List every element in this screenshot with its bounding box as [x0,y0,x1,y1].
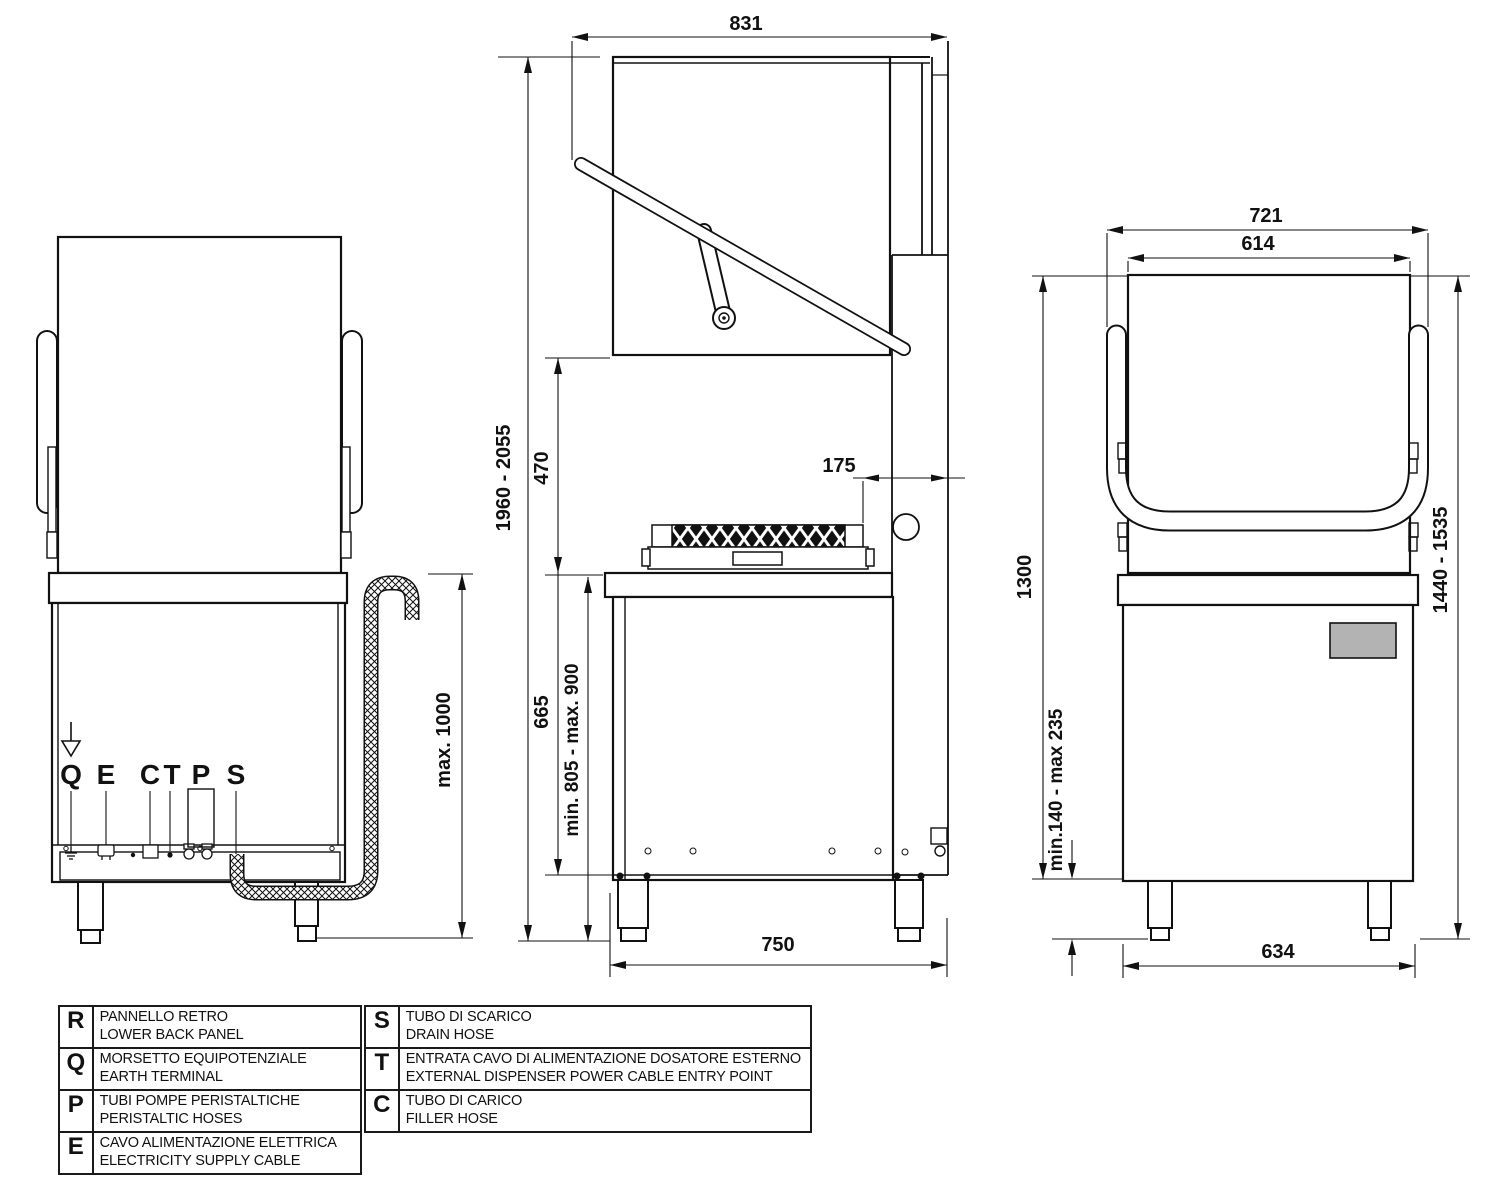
back-hood-panel [58,237,341,573]
svg-text:1440 - 1535: 1440 - 1535 [1430,506,1452,614]
back-base-body [52,603,345,882]
dim-back-offset [822,455,965,523]
svg-text:665: 665 [531,695,553,729]
legend-text-en: ELECTRICITY SUPPLY CABLE [99,1153,301,1169]
legend-text-it: TUBO DI SCARICO [405,1009,532,1025]
side-base-body [613,597,893,880]
legend-row-E [60,1133,360,1173]
door-knob [893,514,919,540]
svg-text:1300: 1300 [1014,554,1036,600]
legend-row-R [60,1007,360,1049]
legend-text-en: EXTERNAL DISPENSER POWER CABLE ENTRY POINT [405,1069,773,1085]
svg-text:831: 831 [729,13,763,35]
label-Q: Q [60,759,82,790]
label-E: E [96,759,116,790]
legend-key: P [60,1091,94,1131]
svg-text:634: 634 [1261,941,1295,963]
legend-row-P [60,1091,360,1133]
side-tabletop [605,573,892,597]
svg-text:1960 - 2055: 1960 - 2055 [493,424,515,532]
legend-key: T [366,1049,400,1089]
dim-table-height [518,577,610,941]
svg-text:470: 470 [531,451,553,485]
legend-text-it: TUBI POMPE PERISTALTICHE [99,1093,300,1109]
legend-text-en: DRAIN HOSE [405,1027,494,1043]
legend-key: S [366,1007,400,1047]
front-legs [1148,881,1391,940]
legend-text-en: PERISTALTIC HOSES [99,1111,243,1127]
panel-point-icon [131,853,135,857]
legend-text-it: PANNELLO RETRO [99,1009,228,1025]
dispenser-entry-icon [167,852,172,857]
front-tabletop [1118,575,1418,605]
legend-key: E [60,1133,94,1173]
filler-hose-port-icon [143,845,158,858]
front-view [1014,205,1470,978]
back-tabletop [49,573,347,603]
dim-base-width [1123,941,1415,978]
svg-text:750: 750 [761,934,795,956]
svg-text:min. 805 - max. 900: min. 805 - max. 900 [562,663,583,837]
side-back-column [892,41,948,875]
legend-text-it: CAVO ALIMENTAZIONE ELETTRICA [99,1135,337,1151]
legend-text-en: FILLER HOSE [405,1111,498,1127]
legend-row-T [366,1049,810,1091]
legend-row-Q [60,1049,360,1091]
legend-right-table [364,1005,812,1133]
hinge-pivot [713,307,735,329]
label-T: T [163,759,181,790]
side-view [493,13,965,977]
legend-text-it: MORSETTO EQUIPOTENZIALE [99,1051,307,1067]
svg-text:min.140 - max 235: min.140 - max 235 [1046,708,1067,872]
legend [58,1005,812,1175]
legend-text-it: ENTRATA CAVO DI ALIMENTAZIONE DOSATORE ESTERNO [405,1051,801,1067]
rating-plate [1330,623,1396,658]
legend-left-table [58,1005,362,1175]
svg-text:721: 721 [1249,205,1283,227]
dim-total-height [493,57,600,941]
svg-text:614: 614 [1241,233,1275,255]
drain-valve [931,828,947,856]
back-view [47,237,473,943]
svg-text:max. 1000: max. 1000 [433,692,455,788]
legend-key: Q [60,1049,94,1089]
legend-key: R [60,1007,94,1047]
label-P: P [191,759,211,790]
svg-text:175: 175 [822,455,856,477]
legend-row-C [366,1091,810,1131]
legend-text-en: LOWER BACK PANEL [99,1027,244,1043]
label-C: C [139,759,161,790]
dim-hood-width [1128,233,1410,272]
legend-text-en: EARTH TERMINAL [99,1069,223,1085]
legend-row-S [366,1007,810,1049]
side-legs [617,873,925,942]
legend-text-it: TUBO DI CARICO [405,1093,523,1109]
legend-key: C [366,1091,400,1131]
dish-rack [642,525,874,569]
label-S: S [226,759,246,790]
